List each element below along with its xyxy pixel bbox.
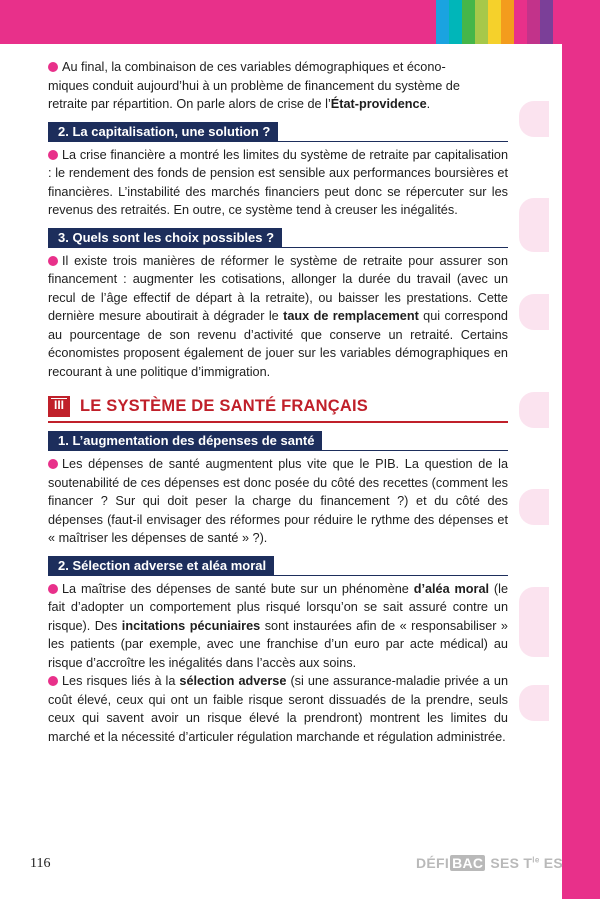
side-tab (519, 392, 549, 428)
section-heading (48, 395, 508, 423)
side-tab (519, 198, 549, 252)
side-tab (519, 489, 549, 525)
bold-term: sélection adverse (179, 674, 287, 688)
side-tab (519, 685, 549, 721)
bold-term: d’aléa moral (413, 581, 490, 596)
bullet-icon (48, 150, 58, 160)
bullet-icon (48, 584, 58, 594)
page-number: 116 (30, 856, 51, 871)
brand-logo: DÉFI BAC SES $T^{le}$ ES (416, 855, 564, 871)
main-content (48, 58, 508, 746)
bullet-icon (48, 676, 58, 686)
paragraph-retraite-conclusion: Au final, la combinaison de ces variables démographiques et écono- miques conduit aujourd’hui à un problème de financement du système de retraite par répartition. On parle alors de crise de l’État-providence. (48, 60, 460, 111)
paragraph-selection-adverse: Les risques liés à la sélection adverse (si une assurance-maladie privée a un coût élevé, ceux qui ont un faible risque seront dissuadés de la prendre, seuls ceux qui savent avoir un risque élevé la prendront) montrent les limites du marché et la nécessité d’articuler régulation marchande et régulation administrée. (48, 674, 509, 744)
bold-term: taux de remplacement (283, 309, 419, 323)
bullet-icon (48, 62, 58, 72)
section-title: LE SYSTÈME DE SANTÉ FRANÇAIS (80, 397, 368, 415)
paragraph-capitalisation: La crise financière a montré les limites du système de retraite par capitalisation : le rendement des fonds de pension est sensible aux performances boursières et financières. L’instabilité des marchés financiers peut donc se répercuter sur les revenus des retraités. En outre, ce système tend à creuser les inégalités. (48, 147, 508, 217)
bullet-icon (48, 256, 58, 266)
side-tab (519, 101, 549, 137)
paragraph-choix: Il existe trois manières de réformer le système de retraite pour assurer son financement : augmenter les cotisations, allonger la durée du travail (avec un recul de l’âge effectif de départ à la retraite), ou baisser les prestations. Cette dernière mesure aboutirait à dégrader le taux de remplacement qui correspond au pourcentage de son revenu d’activité que conserve un retraité. Certains économistes proposent également de jouer sur les variables démographiques en recourant à une politique d’immigration. (48, 253, 508, 379)
paragraph-alea-moral: La maîtrise des dépenses de santé bute sur un phénomène d’aléa moral (le fait d’adopter un comportement plus risqué lorsqu’on se sait assuré contre un risque). Des incitations pécuniaires sont instaurées afin de « responsabiliser » les patients (par exemple, avec une franchise d’un euro par acte médical) au risque d’accroître les inégalités dans l’accès aux soins. (48, 581, 509, 670)
subheading-depenses: 1. L’augmentation des dépenses de santé (48, 430, 508, 451)
section-number-icon: III (48, 396, 70, 417)
subheading-selection-adverse: 2. Sélection adverse et aléa moral (48, 555, 508, 576)
bold-term: incitations pécuniaires (121, 618, 261, 633)
color-strip (436, 0, 553, 44)
side-tab (519, 587, 549, 657)
side-tab (519, 294, 549, 330)
subheading-capitalisation: 2. La capitalisation, une solution ? (48, 121, 508, 142)
side-bar (562, 44, 600, 899)
paragraph-depenses: Les dépenses de santé augmentent plus vite que le PIB. La question de la soutenabilité de ces dépenses est donc posée du côté des recettes (comment les financer ? Sur qui doit peser la charge du financement ?) et du côté des dépenses (faut-il envisager des réformes pour réduire le rythme des dépenses et « maîtriser les dépenses de santé » ?). (48, 457, 508, 545)
subheading-choix: 3. Quels sont les choix possibles ? (48, 227, 508, 248)
bold-term: État-providence (330, 97, 427, 111)
bullet-icon (48, 459, 58, 469)
